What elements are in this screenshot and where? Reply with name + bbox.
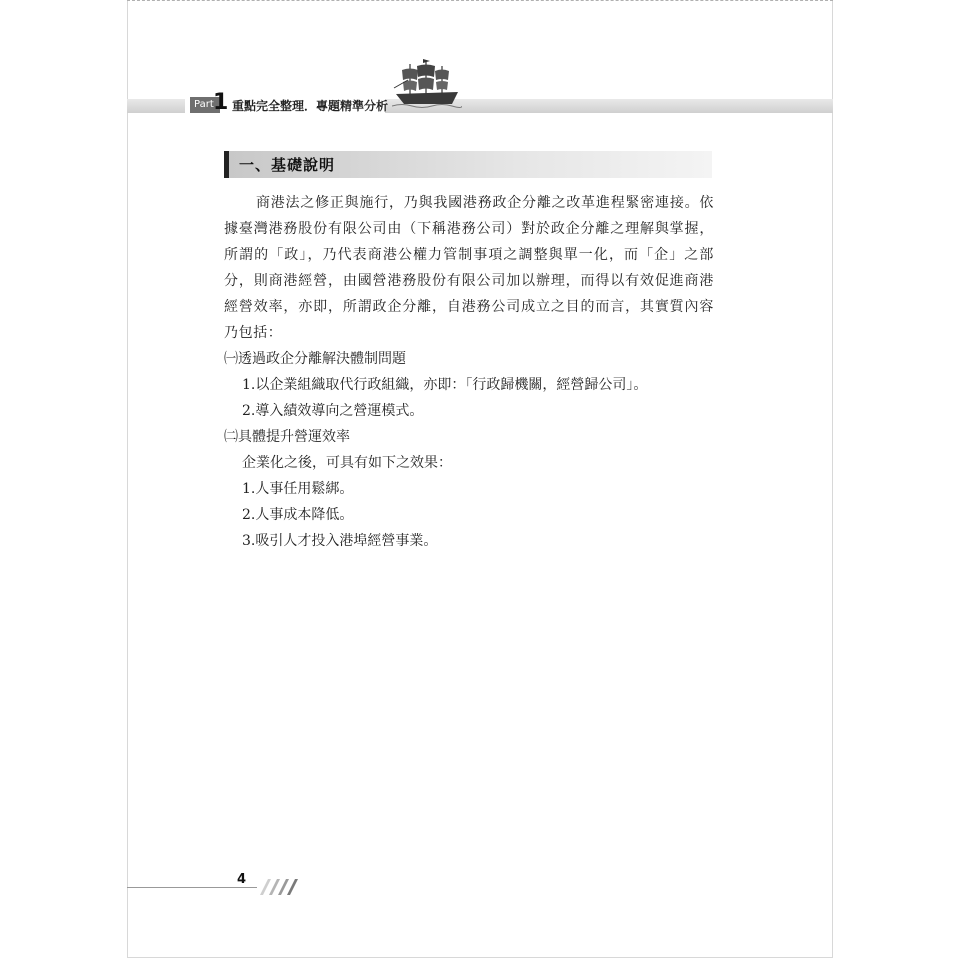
footer-rule: [127, 887, 257, 888]
subheading-2: ㈡具體提升營運效率: [224, 429, 350, 445]
list-item: 3.吸引人才投入港埠經營事業。: [242, 533, 438, 549]
section-title: 一、基礎說明: [239, 156, 336, 174]
section-heading: [224, 151, 712, 178]
list-item: 2.人事成本降低。: [242, 507, 354, 523]
list-item: 2.導入績效導向之營運模式。: [242, 403, 424, 419]
body-text: [224, 190, 714, 554]
subheading-2-intro: 企業化之後，可具有如下之效果：: [242, 455, 452, 471]
part-number: 1: [213, 90, 229, 115]
list-item: 1.以企業組織取代行政組織，亦即：「行政歸機關，經營歸公司」。: [242, 377, 648, 393]
part-tag: Part: [190, 97, 220, 113]
page-top-rule: [127, 0, 833, 2]
list-item: 1.人事任用鬆綁。: [242, 481, 354, 497]
header-title: 重點完全整理．專題精準分析: [232, 99, 389, 113]
sailing-ship-icon: [392, 58, 462, 110]
slash-ornament-icon: [258, 878, 302, 896]
intro-paragraph: 商港法之修正與施行，乃與我國港務政企分離之改革進程緊密連接。依據臺灣港務股份有限公司由（下稱港務公司）對於政企分離之理解與掌握，所謂的「政」，乃代表商港公權力管制事項之調整與單一化，而「企」之部分，則商港經營，由國營港務股份有限公司加以辦理，而得以有效促進商港經營效率，亦即，所謂政企分離，自港務公司成立之目的而言，其實質內容乃包括：: [224, 195, 714, 341]
page-number: 4: [237, 872, 247, 887]
subheading-1: ㈠透過政企分離解決體制問題: [224, 351, 406, 367]
